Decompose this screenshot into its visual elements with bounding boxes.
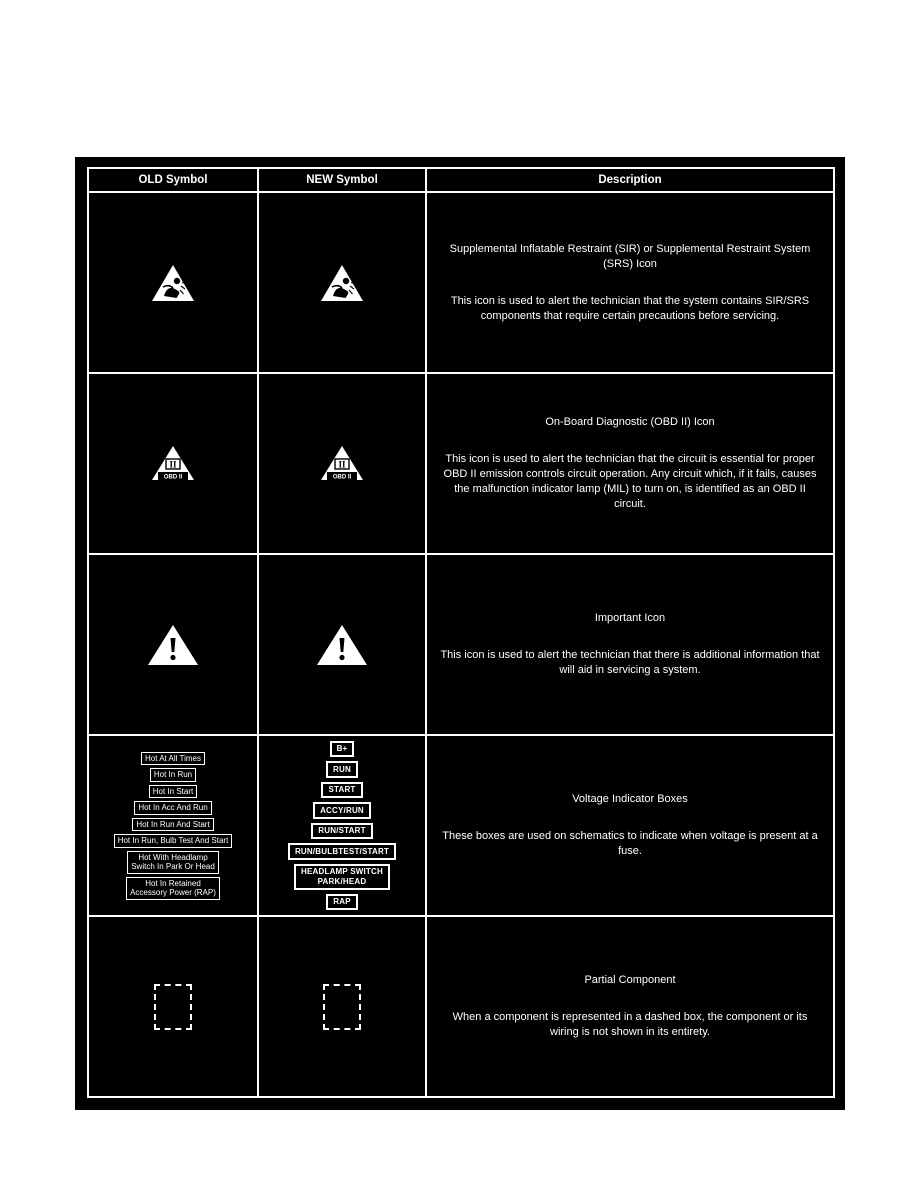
- old-symbol-cell: [89, 374, 257, 553]
- voltage-box: Hot In Start: [149, 785, 197, 799]
- important-exclamation-icon: [316, 624, 368, 666]
- symbols-table: [87, 167, 835, 1098]
- column-header-old-symbol: OLD Symbol: [89, 169, 257, 191]
- column-header-new-symbol: NEW Symbol: [259, 169, 425, 191]
- row-body: This icon is used to alert the technician that the system contains SIR/SRS components that require certain precautions before servicing.: [450, 294, 810, 322]
- voltage-box: Hot In Run And Start: [132, 818, 213, 832]
- voltage-box: RUN/START: [311, 823, 372, 840]
- voltage-box: Hot In Run, Bulb Test And Start: [114, 834, 233, 848]
- old-symbol-cell: [89, 193, 257, 372]
- row-title: Voltage Indicator Boxes: [572, 793, 688, 805]
- description-cell: [427, 193, 833, 372]
- row-body: These boxes are used on schematics to indicate when voltage is present at a fuse.: [442, 830, 818, 857]
- column-header-description: Description: [427, 169, 833, 191]
- voltage-box: HEADLAMP SWITCH PARK/HEAD: [294, 864, 390, 890]
- svg-text:II: II: [169, 459, 177, 469]
- voltage-box: Hot In Acc And Run: [134, 801, 211, 815]
- old-symbol-cell: [89, 555, 257, 734]
- svg-text:OBD II: OBD II: [332, 473, 352, 480]
- sir-srs-airbag-warning-icon: [320, 264, 364, 302]
- new-symbol-cell: [259, 555, 425, 734]
- new-symbol-cell: [259, 736, 425, 915]
- svg-text:OBD II: OBD II: [163, 473, 183, 480]
- voltage-indicator-boxes-new: [288, 739, 396, 913]
- row-body: When a component is represented in a dashed box, the component or its wiring is not shown in its entirety.: [452, 1011, 808, 1038]
- row-title: On-Board Diagnostic (OBD II) Icon: [545, 416, 715, 428]
- symbols-table-panel: [75, 157, 845, 1110]
- partial-component-dashed-box: [323, 984, 361, 1030]
- voltage-box: Hot In Run: [150, 768, 196, 782]
- description-cell: [427, 555, 833, 734]
- old-symbol-cell: [89, 917, 257, 1096]
- voltage-box: RAP: [326, 894, 358, 911]
- new-symbol-cell: [259, 917, 425, 1096]
- row-title: Partial Component: [584, 974, 676, 986]
- voltage-box: START: [321, 782, 362, 799]
- old-symbol-cell: [89, 736, 257, 915]
- voltage-box: Hot With Headlamp Switch In Park Or Head: [127, 851, 219, 874]
- row-title: Supplemental Inflatable Restraint (SIR) or Supplemental Restraint System (SRS) Icon: [449, 242, 811, 270]
- obd-ii-warning-icon: [149, 444, 197, 484]
- description-cell: [427, 917, 833, 1096]
- description-cell: [427, 374, 833, 553]
- row-body: This icon is used to alert the technician that there is additional information that will aid in servicing a system.: [440, 649, 820, 676]
- row-title: Important Icon: [594, 612, 666, 624]
- voltage-indicator-boxes-old: [114, 750, 233, 901]
- voltage-box: Hot At All Times: [141, 752, 205, 766]
- voltage-box: RUN/BULBTEST/START: [288, 843, 396, 860]
- partial-component-dashed-box: [154, 984, 192, 1030]
- row-body: This icon is used to alert the technician that the circuit is essential for proper OBD II emission controls circuit operation. Any circuit which, if it fails, causes the malfunction indicator lamp (MIL) to turn on, is identified as an OBD II circuit.: [443, 453, 817, 510]
- voltage-box: Hot In Retained Accessory Power (RAP): [126, 877, 220, 900]
- svg-text:II: II: [338, 459, 346, 469]
- new-symbol-cell: [259, 193, 425, 372]
- description-cell: [427, 736, 833, 915]
- voltage-box: RUN: [326, 761, 358, 778]
- important-exclamation-icon: [147, 624, 199, 666]
- obd-ii-warning-icon: [318, 444, 366, 484]
- new-symbol-cell: [259, 374, 425, 553]
- voltage-box: ACCY/RUN: [313, 802, 371, 819]
- sir-srs-airbag-warning-icon: [151, 264, 195, 302]
- voltage-box: B+: [330, 741, 355, 758]
